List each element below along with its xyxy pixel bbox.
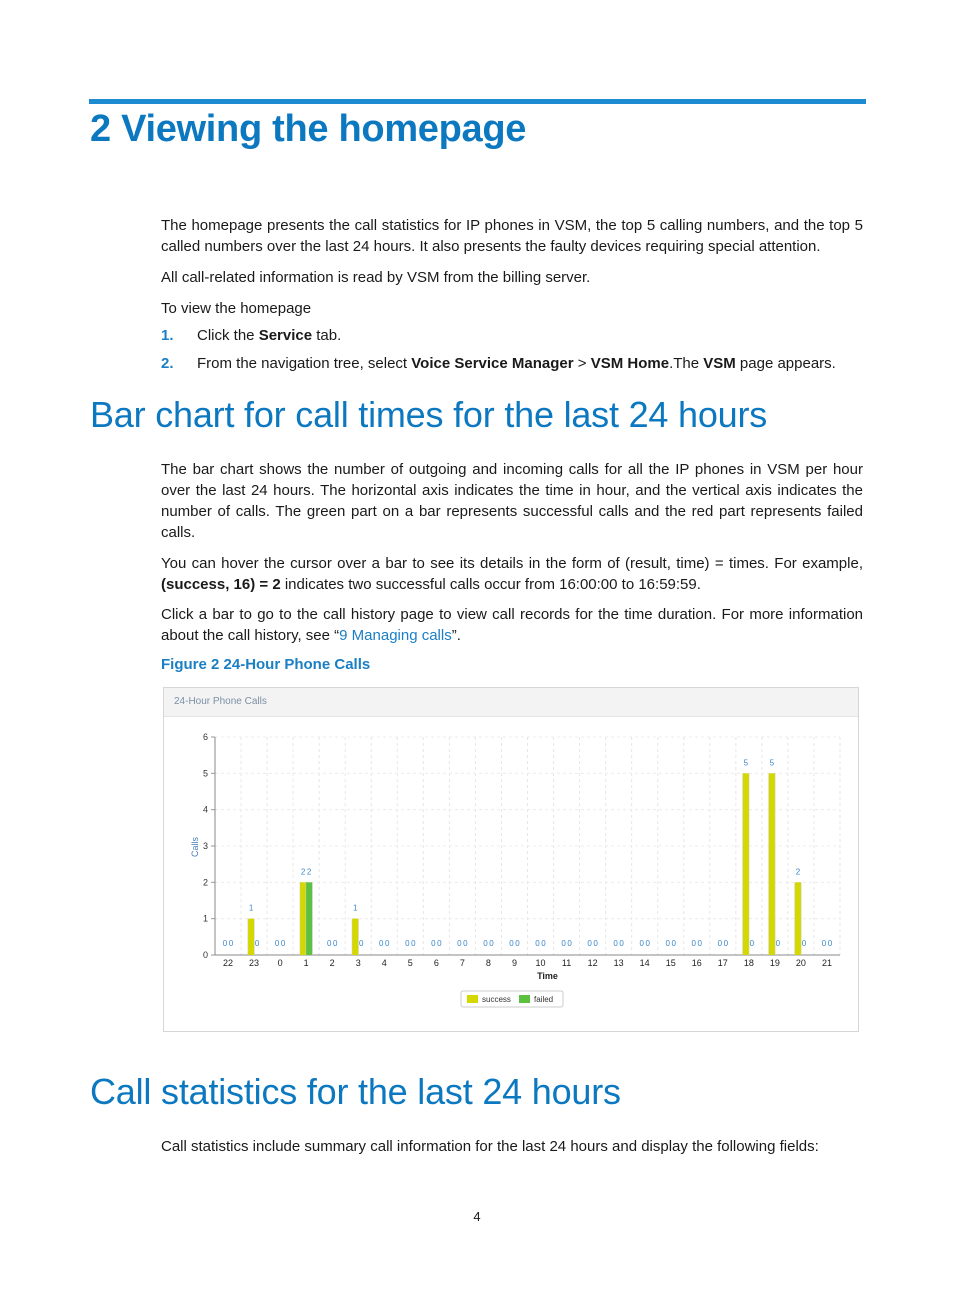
data-label-failed: 0	[541, 939, 546, 948]
data-label-success: 0	[639, 939, 644, 948]
intro-paragraph-3: To view the homepage	[161, 300, 312, 317]
bar-success[interactable]	[352, 919, 358, 955]
page-number: 4	[473, 1209, 481, 1224]
step-text-part: .The	[669, 355, 704, 372]
intro-paragraph-1: The homepage presents the call statistics for IP phones in VSM, the top 5 calling numbers, and the top 5 called numbers over the last 24 hours. It also presents the faulty devices requiring special attention.	[161, 217, 863, 255]
y-tick-label: 3	[202, 841, 208, 851]
data-label-success: 0	[222, 939, 228, 948]
section1-paragraph-2	[161, 553, 863, 595]
step-text	[197, 325, 341, 346]
data-label-failed: 2	[306, 867, 312, 877]
x-tick-label: 1	[303, 958, 309, 968]
data-label-success: 1	[248, 903, 254, 913]
data-label-success: 0	[509, 939, 514, 948]
figure-caption: Figure 2 24-Hour Phone Calls	[161, 656, 371, 673]
step-number: 1.	[161, 327, 174, 344]
bar-success[interactable]	[795, 882, 801, 955]
intro-paragraph-2: All call-related information is read by VSM from the billing server.	[161, 269, 591, 286]
x-tick-label: 3	[355, 958, 361, 968]
data-label-failed: 0	[567, 939, 572, 948]
data-label-success: 0	[379, 939, 384, 948]
y-tick-label: 1	[202, 913, 208, 924]
data-label-success: 0	[483, 939, 488, 948]
chart-panel	[163, 687, 859, 1032]
step-text	[197, 353, 836, 374]
data-label-success: 1	[353, 903, 358, 913]
bar-chart	[164, 688, 858, 1031]
x-tick-label: 8	[485, 958, 491, 968]
data-label-failed: 0	[411, 939, 416, 948]
bar-success[interactable]	[248, 919, 254, 955]
chapter-title: 2 Viewing the homepage	[90, 108, 527, 150]
bar-success[interactable]	[743, 773, 749, 955]
data-label-success: 0	[405, 939, 410, 948]
y-tick-label: 4	[202, 804, 208, 815]
chapter-rule	[89, 99, 866, 104]
legend-swatch-success	[467, 995, 478, 1003]
legend-label-failed: failed	[534, 995, 554, 1004]
x-tick-label: 7	[459, 958, 465, 968]
section-title-call-statistics: Call statistics for the last 24 hours	[90, 1071, 621, 1112]
step-text-part: tab.	[312, 327, 342, 344]
data-label-success: 0	[561, 939, 566, 948]
data-label-success: 2	[300, 867, 306, 877]
section2-paragraph-1: Call statistics include summary call information for the last 24 hours and display the following fields:	[161, 1138, 819, 1155]
data-label-success: 0	[535, 939, 540, 948]
x-tick-label: 9	[511, 958, 517, 968]
paragraph-text: Click a bar to go to the call history page to view call records for the time duration. For more information about the call history, see “	[161, 606, 863, 644]
data-label-failed: 0	[228, 939, 234, 948]
x-tick-label: 17	[717, 958, 728, 968]
data-label-success: 0	[431, 939, 436, 948]
x-tick-label: 22	[223, 958, 234, 968]
x-tick-label: 12	[587, 958, 598, 968]
data-label-success: 0	[457, 939, 462, 948]
x-tick-label: 5	[407, 958, 413, 968]
data-label-failed: 0	[697, 939, 702, 948]
legend-label-success: success	[482, 995, 511, 1004]
step-number: 2.	[161, 355, 174, 372]
step-text-part: Click the	[197, 327, 259, 344]
x-tick-label: 4	[381, 958, 387, 968]
data-label-failed: 0	[489, 939, 494, 948]
paragraph-text: You can hover the cursor over a bar to see its details in the form of (result, time) = times. For example,	[161, 555, 863, 572]
x-tick-label: 21	[821, 958, 832, 968]
step-text-part: page appears.	[735, 355, 836, 372]
section1-paragraph-3	[161, 604, 863, 646]
bar-success[interactable]	[300, 882, 306, 955]
bar-success[interactable]	[769, 773, 775, 955]
data-label-failed: 0	[437, 939, 442, 948]
step-text-part: >	[573, 355, 591, 372]
data-label-success: 0	[821, 939, 827, 948]
data-label-success: 2	[795, 867, 801, 877]
data-label-failed: 0	[827, 939, 833, 948]
step-ui-term: VSM Home	[590, 355, 670, 372]
x-axis-title: Time	[537, 971, 558, 981]
data-label-success: 5	[769, 758, 775, 768]
data-label-success: 5	[743, 758, 749, 768]
x-tick-label: 14	[639, 958, 650, 968]
x-tick-label: 18	[743, 958, 754, 968]
step-ui-term: VSM	[703, 355, 736, 372]
data-label-failed: 0	[775, 939, 781, 948]
data-label-failed: 0	[593, 939, 598, 948]
x-tick-label: 20	[795, 958, 806, 968]
x-tick-label: 6	[433, 958, 439, 968]
paragraph-text: indicates two successful calls occur from 16:00:00 to 16:59:59.	[280, 576, 701, 593]
x-tick-label: 2	[329, 958, 335, 968]
data-label-failed: 0	[515, 939, 520, 948]
paragraph-text: ”.	[451, 627, 461, 644]
data-label-failed: 0	[332, 939, 338, 948]
section-title-bar-chart: Bar chart for call times for the last 24 hours	[90, 394, 768, 435]
data-label-failed: 0	[280, 939, 286, 948]
x-tick-label: 11	[561, 958, 572, 968]
x-tick-label: 15	[665, 958, 676, 968]
x-tick-label: 10	[535, 958, 546, 968]
data-label-success: 0	[717, 939, 723, 948]
data-label-failed: 0	[801, 939, 807, 948]
y-axis-title: Calls	[190, 836, 200, 858]
data-label-success: 0	[613, 939, 618, 948]
data-label-failed: 0	[463, 939, 468, 948]
x-tick-label: 23	[249, 958, 260, 968]
data-label-failed: 0	[254, 939, 260, 948]
step-ui-term: Voice Service Manager	[411, 355, 574, 372]
step-text-part: From the navigation tree, select	[197, 355, 412, 372]
data-label-success: 0	[587, 939, 592, 948]
x-tick-label: 16	[691, 958, 702, 968]
managing-calls-link[interactable]: 9 Managing calls	[339, 627, 452, 644]
step-ui-term: Service	[258, 327, 313, 344]
x-tick-label: 0	[277, 958, 283, 968]
y-tick-label: 0	[202, 950, 208, 960]
section1-paragraph-1: The bar chart shows the number of outgoing and incoming calls for all the IP phones in VSM per hour over the last 24 hours. The horizontal axis indicates the time in hour, and the vertical axis indicates the number of calls. The green part on a bar represents successful calls and the red part represents failed calls.	[161, 461, 863, 541]
y-tick-label: 6	[202, 732, 208, 742]
data-label-failed: 0	[671, 939, 676, 948]
data-label-failed: 0	[619, 939, 624, 948]
data-label-failed: 0	[359, 939, 364, 948]
data-label-success: 0	[274, 939, 280, 948]
y-tick-label: 2	[202, 877, 208, 888]
data-label-success: 0	[665, 939, 670, 948]
data-label-success: 0	[326, 939, 332, 948]
paragraph-example: (success, 16) = 2	[161, 576, 281, 593]
bar-failed[interactable]	[306, 882, 312, 955]
data-label-failed: 0	[723, 939, 729, 948]
data-label-success: 0	[691, 939, 696, 948]
legend-swatch-failed	[519, 995, 530, 1003]
data-label-failed: 0	[749, 939, 755, 948]
y-tick-label: 5	[202, 768, 208, 779]
data-label-failed: 0	[645, 939, 650, 948]
data-label-failed: 0	[385, 939, 390, 948]
x-tick-label: 13	[613, 958, 624, 968]
chart-title: 24-Hour Phone Calls	[174, 696, 267, 707]
x-tick-label: 19	[769, 958, 780, 968]
